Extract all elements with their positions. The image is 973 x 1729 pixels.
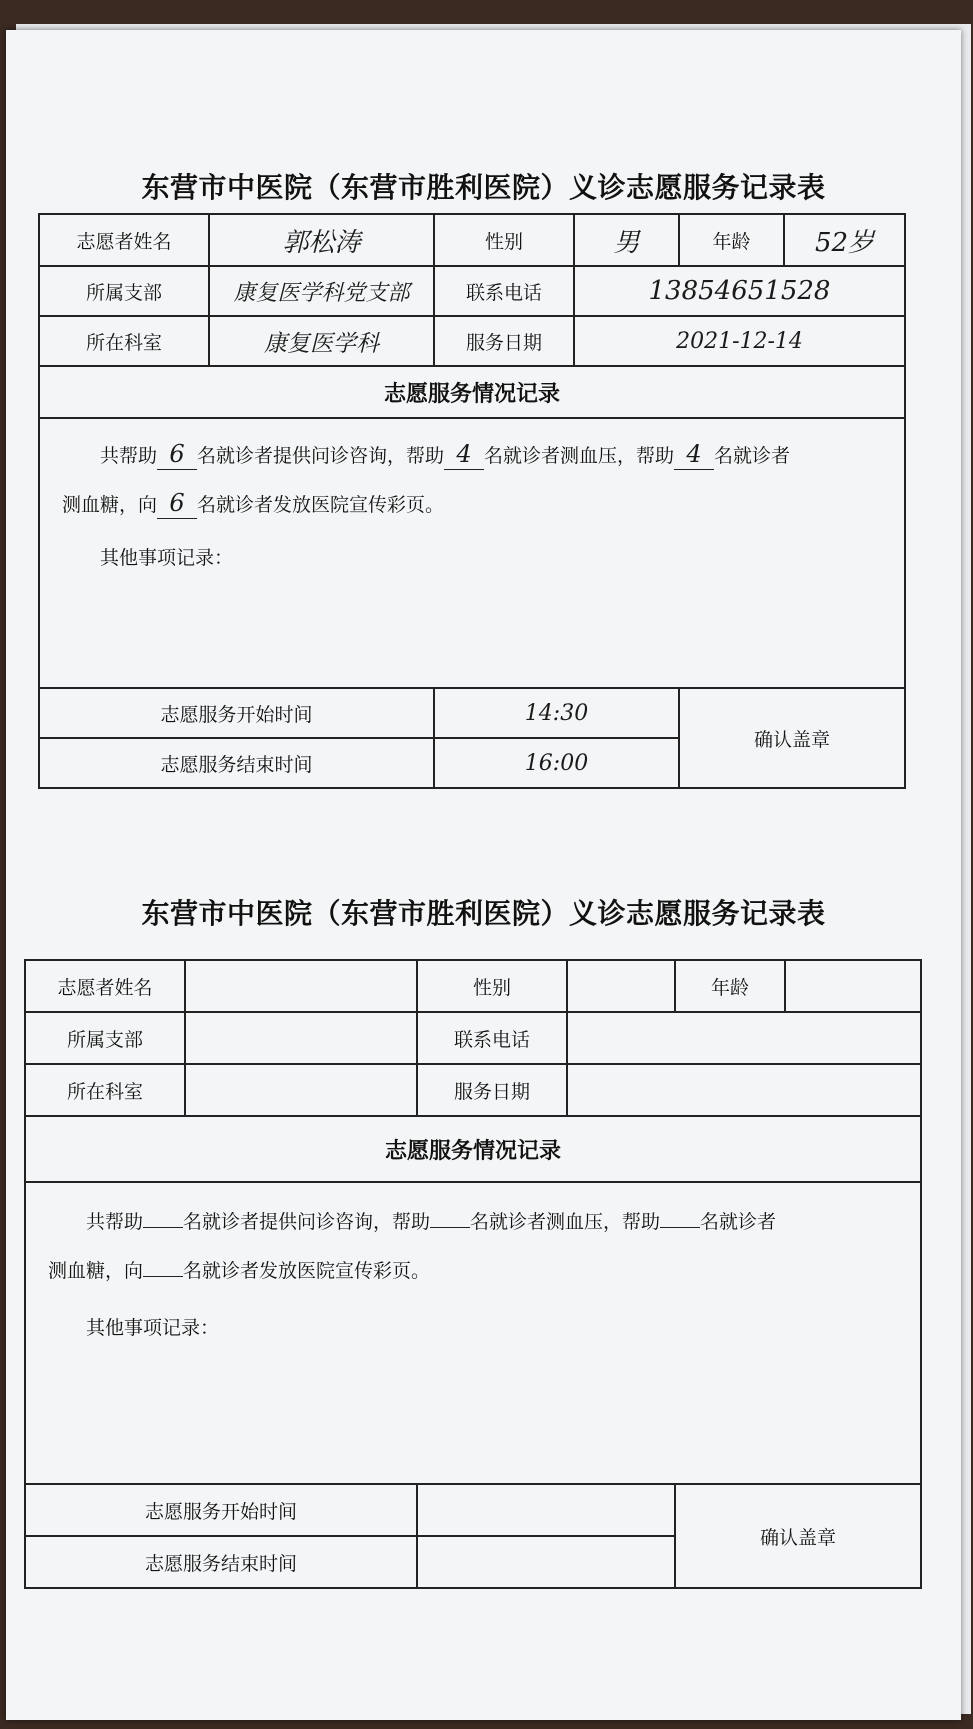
record-sentence-line2: 测血糖，向 6 名就诊者发放医院宣传彩页。 xyxy=(62,489,445,517)
record-sentence-line2: 测血糖，向 名就诊者发放医院宣传彩页。 xyxy=(48,1260,431,1282)
seal-area: 确认盖章 xyxy=(679,688,905,788)
label-branch: 所属支部 xyxy=(39,266,209,316)
value-gender[interactable]: 男 xyxy=(574,214,679,266)
section-heading: 志愿服务情况记录 xyxy=(25,1116,921,1182)
value-phone[interactable]: 13854651528 xyxy=(574,266,905,316)
label-phone: 联系电话 xyxy=(417,1012,567,1064)
value-branch[interactable]: 康复医学科党支部 xyxy=(209,266,434,316)
label-name: 志愿者姓名 xyxy=(39,214,209,266)
leaflet-count[interactable]: 6 xyxy=(157,490,197,519)
label-end-time: 志愿服务结束时间 xyxy=(39,738,434,788)
value-date[interactable] xyxy=(567,1064,921,1116)
value-age[interactable] xyxy=(785,960,921,1012)
other-notes-label: 其他事项记录： xyxy=(100,547,234,569)
label-start-time: 志愿服务开始时间 xyxy=(25,1484,417,1536)
service-record-body xyxy=(39,418,905,688)
value-start-time[interactable] xyxy=(417,1484,675,1536)
sugar-count[interactable] xyxy=(660,1227,700,1228)
section-heading: 志愿服务情况记录 xyxy=(39,366,905,418)
value-start-time[interactable]: 14:30 xyxy=(434,688,679,738)
label-age: 年龄 xyxy=(679,214,784,266)
value-end-time[interactable]: 16:00 xyxy=(434,738,679,788)
sugar-count[interactable]: 4 xyxy=(674,441,714,470)
value-gender[interactable] xyxy=(567,960,675,1012)
bp-count[interactable] xyxy=(430,1227,470,1228)
label-start-time: 志愿服务开始时间 xyxy=(39,688,434,738)
other-notes-label: 其他事项记录： xyxy=(86,1317,220,1339)
label-gender: 性别 xyxy=(417,960,567,1012)
value-date[interactable]: 2021-12-14 xyxy=(574,316,905,366)
consult-count[interactable] xyxy=(143,1227,183,1228)
form-title: 东营市中医院（东营市胜利医院）义诊志愿服务记录表 xyxy=(141,171,826,204)
value-phone[interactable] xyxy=(567,1012,921,1064)
form-title: 东营市中医院（东营市胜利医院）义诊志愿服务记录表 xyxy=(141,897,826,930)
bp-count[interactable]: 4 xyxy=(444,441,484,470)
label-age: 年龄 xyxy=(675,960,785,1012)
value-end-time[interactable] xyxy=(417,1536,675,1588)
label-gender: 性别 xyxy=(434,214,574,266)
label-end-time: 志愿服务结束时间 xyxy=(25,1536,417,1588)
label-phone: 联系电话 xyxy=(434,266,574,316)
value-age[interactable]: 52岁 xyxy=(784,214,905,266)
label-department: 所在科室 xyxy=(39,316,209,366)
value-name[interactable]: 郭松涛 xyxy=(209,214,434,266)
label-branch: 所属支部 xyxy=(25,1012,185,1064)
leaflet-count[interactable] xyxy=(143,1276,183,1277)
value-name[interactable] xyxy=(185,960,417,1012)
label-date: 服务日期 xyxy=(434,316,574,366)
label-name: 志愿者姓名 xyxy=(25,960,185,1012)
record-sentence-line1: 共帮助 名就诊者提供问诊咨询，帮助 名就诊者测血压，帮助 名就诊者 xyxy=(86,1211,777,1233)
value-department[interactable]: 康复医学科 xyxy=(209,316,434,366)
service-record-body xyxy=(25,1182,921,1484)
seal-area: 确认盖章 xyxy=(675,1484,921,1588)
record-form-2 xyxy=(24,959,922,1589)
label-department: 所在科室 xyxy=(25,1064,185,1116)
value-department[interactable] xyxy=(185,1064,417,1116)
record-sentence-line1: 共帮助 6 名就诊者提供问诊咨询，帮助 4 名就诊者测血压，帮助 4 名就诊者 xyxy=(100,440,791,468)
paper-sheet xyxy=(6,30,961,1720)
label-date: 服务日期 xyxy=(417,1064,567,1116)
value-branch[interactable] xyxy=(185,1012,417,1064)
record-form-1 xyxy=(38,213,906,789)
consult-count[interactable]: 6 xyxy=(157,441,197,470)
